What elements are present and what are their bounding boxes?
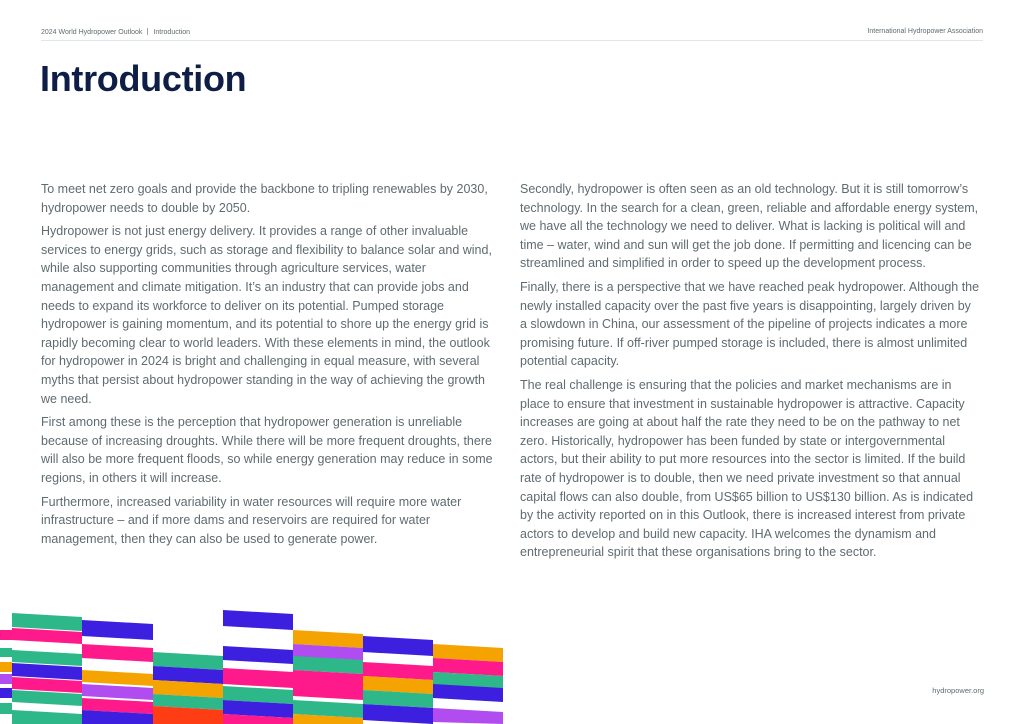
stripe: [12, 628, 82, 644]
stripe: [0, 688, 12, 698]
stripe: [363, 636, 433, 656]
decorative-stripe-pattern: [0, 600, 520, 724]
stripe: [223, 646, 293, 664]
footer-url: hydropower.org: [932, 686, 984, 695]
stripe: [82, 644, 153, 662]
stripe: [12, 613, 82, 631]
paragraph: To meet net zero goals and provide the backbone to tripling renewables by 2030, hydropower needs to double by 2050.: [41, 182, 488, 215]
paragraph: Secondly, hydropower is often seen as an old technology. But it is still tomorrow’s technology. In the search for a clean, green, reliable and affordable energy system, we have all the technology we need to deliver. What is lacking is political will and time – water, wind and sun will get the job done. If permitting and licencing can be streamlined and simplified in order to speed up the development process.: [520, 182, 979, 271]
stripe: [0, 648, 12, 657]
stripe: [12, 650, 82, 666]
stripe: [0, 662, 12, 672]
header-separator: [147, 28, 148, 35]
stripe: [0, 703, 12, 714]
stripe: [223, 668, 293, 688]
paragraph: First among these is the perception that hydropower generation is unreliable because of increasing droughts. While there will be more frequent droughts, there will also be more frequent floods, so while energy generation may reduce in some regions, in others it will increase.: [41, 415, 493, 485]
stripe: [82, 670, 153, 686]
stripe: [0, 674, 12, 684]
left-column: [41, 180, 501, 553]
stripe: [293, 670, 363, 700]
header-organisation: International Hydropower Association: [867, 28, 983, 35]
stripe: [12, 663, 82, 680]
paragraph: Hydropower is not just energy delivery. It provides a range of other invaluable services to energy grids, such as storage and flexibility to balance solar and wind, while also supporting communities through agriculture services, water management and climate mitigation. It’s an industry that can provide jobs and needs to expand its workforce to deliver on its potential. Pumped storage hydropower is gaining momentum, and its potential to shore up the energy grid is rapidly becoming clear to world leaders. With these elements in mind, the outlook for hydropower in 2024 is bright and challenging in equal measure, with several myths that persist about hydropower standing in the way of achieving the growth we need.: [41, 224, 492, 406]
header-publication: 2024 World Hydropower Outlook: [41, 29, 143, 36]
stripe: [12, 710, 82, 724]
stripe: [12, 677, 82, 693]
stripe: [82, 684, 153, 700]
page-title: Introduction: [40, 58, 247, 99]
header-section: Introduction: [153, 29, 191, 36]
header-breadcrumb: [41, 28, 190, 36]
stripe: [0, 630, 12, 640]
paragraph: The real challenge is ensuring that the policies and market mechanisms are in place to ensure that investment in sustainable hydropower is attractive. Capacity increases are going at about half the rate they need to be on the pathway to net zero. Historically, hydropower has been funded by state or intergovernmental actors, but their ability to put more resources into the sector is limited. If the build rate of hydropower is to double, then we need private investment so that annual capital flows can also double, from US$65 billion to US$130 billion. As is indicated by the activity reported on in this Outlook, there is increased interest from private actors to develop and build new capacity. IHA welcomes the dynamism and entrepreneurial spirit that these organisations bring to the sector.: [520, 377, 974, 560]
paragraph: Furthermore, increased variability in water resources will require more water infrastructure – and if more dams and reservoirs are required for water management, then they can also be used to generate power.: [41, 494, 462, 546]
stripe: [223, 610, 293, 630]
right-column: [520, 180, 980, 567]
stripe: [82, 620, 153, 640]
stripe: [433, 708, 503, 724]
page-header: [41, 28, 983, 41]
stripe: [12, 690, 82, 706]
paragraph: Finally, there is a perspective that we have reached peak hydropower. Although the newly installed capacity over the past five years is disappointing, largely driven by a slowdown in China, our assessment of the pipeline of projects indicates a more promising future. If off-river pumped storage is included, there is almost unlimited potential capacity.: [520, 279, 980, 369]
